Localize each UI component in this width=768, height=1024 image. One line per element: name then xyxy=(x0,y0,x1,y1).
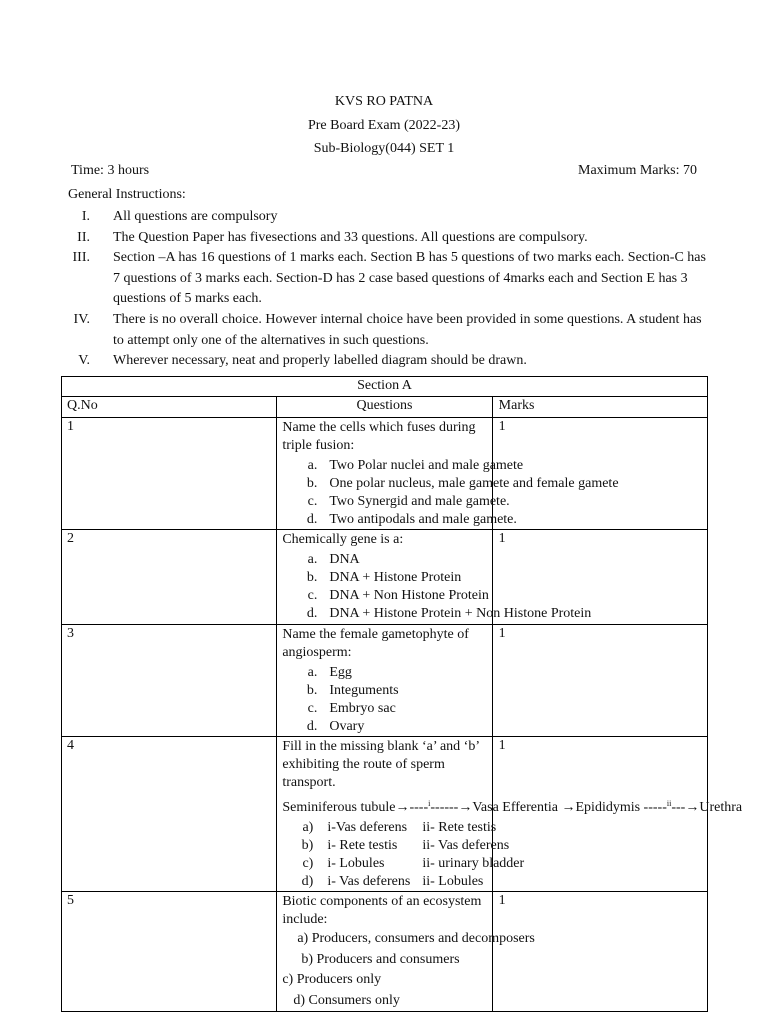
table-row xyxy=(62,892,708,1012)
blank-marker: i xyxy=(428,799,431,808)
question-cell xyxy=(277,418,619,530)
route-part: Seminiferous tubule xyxy=(282,800,396,815)
question-marks: 1 xyxy=(492,737,707,892)
section-title: Section A xyxy=(62,377,708,397)
question-marks: 1 xyxy=(492,892,707,1012)
option-list xyxy=(277,664,491,736)
option-text: DNA + Histone Protein xyxy=(329,570,462,585)
route-part: ---- xyxy=(409,800,429,815)
table-header-row xyxy=(62,397,708,418)
option-item xyxy=(277,664,491,682)
option-label: a. xyxy=(307,552,318,567)
option-text: ii- urinary bladder xyxy=(422,856,525,871)
question-marks: 1 xyxy=(492,418,707,530)
option-text: i- Lobules xyxy=(327,856,385,871)
option-item: b) Producers and consumers xyxy=(301,951,460,967)
instruction-text: Wherever necessary, neat and properly labelled diagram should be drawn. xyxy=(113,353,527,368)
option-text: Ovary xyxy=(329,719,365,734)
instruction-text: Section –A has 16 questions of 1 marks each. Section B has 5 questions of two marks each. Section-C has 7 questions of 3 marks each. Section-D has 2 case based questions of 4marks each and Section E has 3 questions of 5 marks each. xyxy=(113,250,706,306)
sperm-route xyxy=(277,792,743,817)
question-number: 1 xyxy=(62,418,277,530)
instruction-number: II. xyxy=(77,230,90,245)
option-text: Two Synergid and male gamete. xyxy=(329,494,510,509)
option-text: DNA + Histone Protein + Non Histone Protein xyxy=(329,606,592,621)
arrow-icon: → xyxy=(685,800,700,815)
question-text: Chemically gene is a: xyxy=(282,532,404,547)
instruction-text: The Question Paper has fivesections and 33 questions. All questions are compulsory. xyxy=(113,230,588,245)
option-list xyxy=(277,551,592,623)
option-item xyxy=(277,587,491,605)
instruction-text: There is no overall choice. However internal choice have been provided in some questions. A student has to attempt only one of the alternatives in such questions. xyxy=(113,312,702,348)
table-row xyxy=(62,530,708,625)
option-item xyxy=(277,551,491,569)
table-row xyxy=(62,737,708,892)
option-text: ii- Vas deferens xyxy=(422,838,510,853)
instruction-number: I. xyxy=(81,209,90,224)
route-part: Epididymis ----- xyxy=(575,800,667,815)
option-item xyxy=(277,718,491,736)
option-item xyxy=(277,605,592,623)
option-item xyxy=(277,700,491,718)
option-item xyxy=(277,873,491,891)
option-label: b. xyxy=(306,570,318,585)
question-marks: 1 xyxy=(492,625,707,737)
option-item xyxy=(277,682,491,700)
org-title: KVS RO PATNA xyxy=(334,94,434,109)
option-label: a. xyxy=(307,458,318,473)
option-text: Two Polar nuclei and male gamete xyxy=(329,458,524,473)
option-item xyxy=(277,855,525,873)
option-text: DNA xyxy=(329,552,360,567)
exam-title: Pre Board Exam (2022-23) xyxy=(307,118,461,133)
option-text: Egg xyxy=(329,665,352,680)
max-marks-label: Maximum Marks: 70 xyxy=(578,163,697,178)
option-label: b. xyxy=(306,683,318,698)
col-questions-header: Questions xyxy=(277,397,492,418)
question-text: Name the cells which fuses during triple fusion: xyxy=(282,420,476,453)
time-label: Time: 3 hours xyxy=(71,163,150,178)
option-text: ii- Lobules xyxy=(422,874,484,889)
option-text: Two antipodals and male gamete. xyxy=(329,512,517,527)
option-text: Integuments xyxy=(329,683,399,698)
instruction-number: V. xyxy=(78,353,90,368)
option-text: Embryo sac xyxy=(329,701,396,716)
option-text: DNA + Non Histone Protein xyxy=(329,588,489,603)
option-label: c) xyxy=(302,856,314,871)
option-list xyxy=(277,819,525,891)
route-part: Urethra xyxy=(699,800,743,815)
option-item: c) Producers only xyxy=(282,972,382,987)
option-item: a) Producers, consumers and decomposers xyxy=(297,931,535,946)
instruction-number: III. xyxy=(72,250,90,265)
option-item xyxy=(277,511,517,529)
option-label: d. xyxy=(306,606,318,621)
option-text: i-Vas deferens xyxy=(327,820,408,835)
option-list xyxy=(277,457,619,529)
arrow-icon: → xyxy=(561,800,576,815)
option-item xyxy=(277,475,619,493)
question-cell xyxy=(277,737,743,892)
question-number: 4 xyxy=(62,737,277,892)
question-cell xyxy=(277,892,535,1012)
option-label: c. xyxy=(307,494,318,509)
option-label: d. xyxy=(306,512,318,527)
col-marks-header: Marks xyxy=(492,397,707,418)
question-cell xyxy=(277,625,492,737)
instructions-heading: General Instructions: xyxy=(68,187,186,202)
section-row xyxy=(62,377,708,397)
table-row xyxy=(62,625,708,737)
route-part: ------ xyxy=(430,800,459,815)
instruction-number: IV. xyxy=(73,312,90,327)
option-item xyxy=(277,569,491,587)
question-number: 3 xyxy=(62,625,277,737)
option-text: i- Rete testis xyxy=(327,838,398,853)
question-text: Name the female gametophyte of angiosperm: xyxy=(282,627,469,660)
route-part: --- xyxy=(671,800,686,815)
option-text: ii- Rete testis xyxy=(422,820,497,835)
option-text: One polar nucleus, male gamete and female gamete xyxy=(329,476,619,491)
question-marks: 1 xyxy=(492,530,707,625)
question-cell xyxy=(277,530,592,625)
option-label: a. xyxy=(307,665,318,680)
question-number: 2 xyxy=(62,530,277,625)
option-item xyxy=(277,493,510,511)
option-item xyxy=(277,457,524,475)
option-item xyxy=(277,819,497,837)
option-item: d) Consumers only xyxy=(293,992,400,1008)
blank-marker: ii xyxy=(666,799,672,808)
option-label: c. xyxy=(307,588,318,603)
option-label: b) xyxy=(301,838,314,853)
option-label: b. xyxy=(306,476,318,491)
arrow-icon: → xyxy=(395,800,410,815)
option-label: a) xyxy=(302,820,314,835)
route-part: Vasa Efferentia xyxy=(472,800,562,815)
arrow-icon: → xyxy=(458,800,473,815)
col-qno-header: Q.No xyxy=(62,397,277,418)
instruction-text: All questions are compulsory xyxy=(113,209,278,224)
table-row xyxy=(62,418,708,530)
subject-title: Sub-Biology(044) SET 1 xyxy=(313,141,455,156)
option-text: i- Vas deferens xyxy=(327,874,411,889)
option-item xyxy=(277,837,510,855)
option-label: d) xyxy=(301,874,314,889)
question-number: 5 xyxy=(62,892,277,1012)
question-text: Fill in the missing blank ‘a’ and ‘b’ exhibiting the route of sperm transport. xyxy=(282,739,479,790)
option-label: d. xyxy=(306,719,318,734)
question-table xyxy=(61,376,743,1012)
option-label: c. xyxy=(307,701,318,716)
question-text: Biotic components of an ecosystem include: xyxy=(282,894,482,927)
